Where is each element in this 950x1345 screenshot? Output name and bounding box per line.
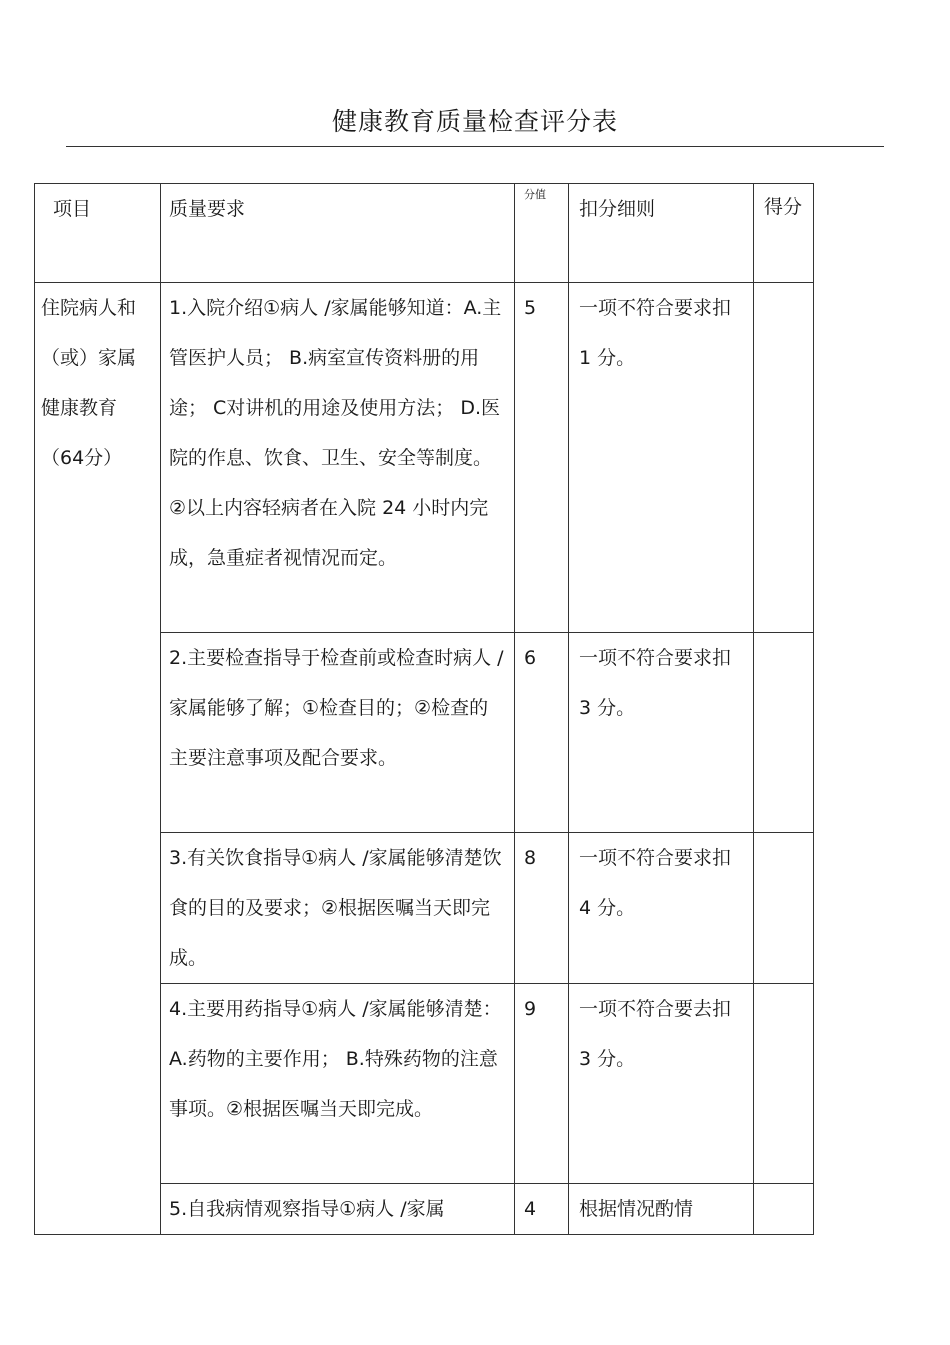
score-table [34,183,814,1235]
table-row [35,283,814,633]
points-cell: 4 [515,1184,569,1235]
points-cell: 5 [515,283,569,633]
requirement-cell: 5.自我病情观察指导①病人 /家属 [161,1184,515,1235]
header-deduction: 扣分细则 [569,184,754,283]
title-divider [66,146,884,147]
header-score: 得分 [754,184,814,283]
requirement-cell: 1.入院介绍①病人 /家属能够知道：A.主管医护人员； B.病室宣传资料册的用途； C对讲机的用途及使用方法； D.医院的作息、饮食、卫生、安全等制度。②以上内容轻病者在入院 24 小时内完成，急重症者视情况而定。 [161,283,515,633]
score-cell[interactable] [754,984,814,1184]
requirement-cell: 3.有关饮食指导①病人 /家属能够清楚饮食的目的及要求；②根据医嘱当天即完成。 [161,833,515,984]
score-cell[interactable] [754,283,814,633]
header-requirement: 质量要求 [161,184,515,283]
requirement-cell: 4.主要用药指导①病人 /家属能够清楚： A.药物的主要作用； B.特殊药物的注意事项。②根据医嘱当天即完成。 [161,984,515,1184]
deduction-cell: 一项不符合要求扣 1 分。 [569,283,754,633]
score-cell[interactable] [754,833,814,984]
score-cell[interactable] [754,633,814,833]
deduction-cell: 一项不符合要求扣 4 分。 [569,833,754,984]
page-title: 健康教育质量检查评分表 [331,107,618,136]
requirement-cell: 2.主要检查指导于检查前或检查时病人 / 家属能够了解；①检查目的；②检查的主要注意事项及配合要求。 [161,633,515,833]
score-cell[interactable] [754,1184,814,1235]
deduction-cell: 一项不符合要求扣 3 分。 [569,633,754,833]
category-cell: 住院病人和（或）家属健康教育（64分） [35,283,161,1235]
table-header-row [35,184,814,283]
deduction-cell: 根据情况酌情 [569,1184,754,1235]
points-cell: 6 [515,633,569,833]
points-cell: 9 [515,984,569,1184]
deduction-cell: 一项不符合要去扣 3 分。 [569,984,754,1184]
header-points: 分值 [515,184,569,283]
header-item: 项目 [35,184,161,283]
points-cell: 8 [515,833,569,984]
